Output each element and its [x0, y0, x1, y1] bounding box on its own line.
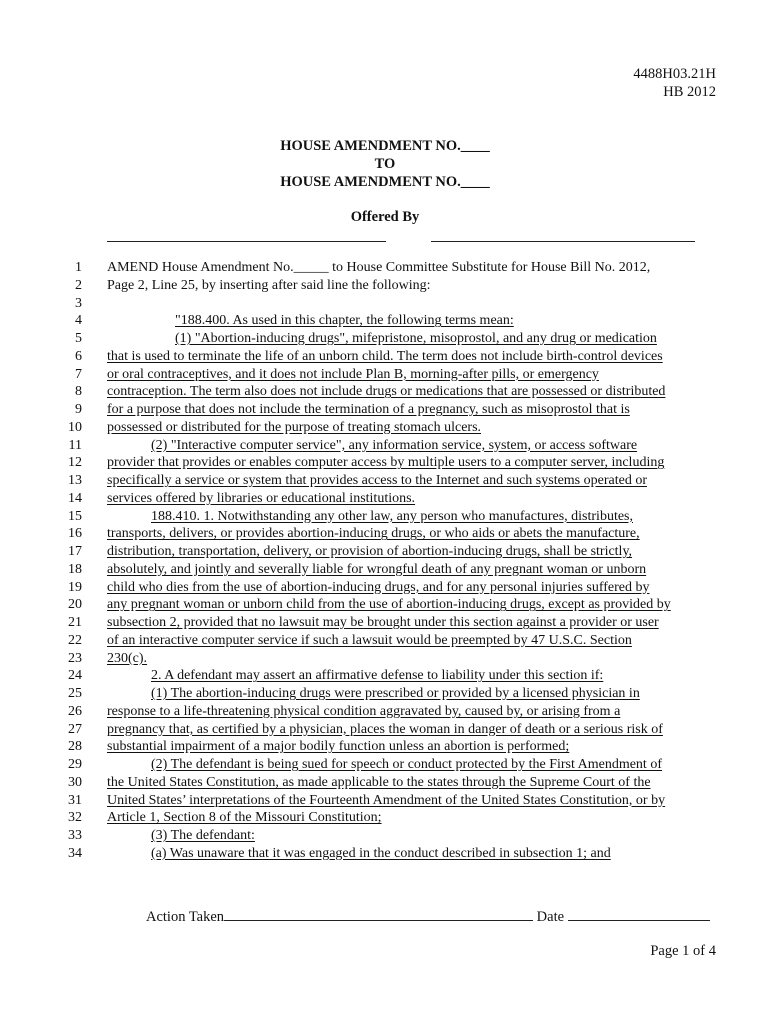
line-number: 32: [68, 810, 82, 826]
line-text: [107, 383, 716, 401]
text-line: [0, 703, 770, 721]
line-text-content: or oral contraceptives, and it does not include Plan B, morning-after pills, or emergency: [107, 366, 599, 382]
text-line: [0, 685, 770, 703]
line-text-content: contraception. The term also does not include drugs or medications that are possessed or distributed: [107, 384, 666, 400]
line-number: 27: [68, 721, 82, 737]
line-text: [107, 809, 716, 827]
date-label: Date: [536, 909, 565, 925]
line-number: 26: [68, 703, 82, 719]
line-text: [107, 792, 716, 810]
line-text-content: subsection 2, provided that no lawsuit may be brought under this section against a provider or user: [107, 615, 659, 630]
line-text-content: transports, delivers, or provides abortion-inducing drugs, or who aids or abets the manufacture,: [107, 526, 640, 542]
sponsor-signature-line-left: [107, 226, 386, 242]
line-text: [107, 348, 716, 366]
document-code: 4488H03.21H: [633, 66, 716, 82]
line-number: 23: [68, 650, 82, 666]
line-number: 2: [75, 277, 82, 293]
text-line: [0, 792, 770, 810]
line-number: 6: [75, 348, 82, 364]
text-line: [0, 738, 770, 756]
line-text: [151, 756, 716, 774]
line-text: [175, 312, 716, 330]
text-line: [0, 508, 770, 526]
text-line: [0, 472, 770, 490]
text-line: [0, 330, 770, 348]
text-line: [0, 383, 770, 401]
line-text: [107, 454, 716, 472]
line-text: [107, 596, 716, 614]
action-taken-row: [146, 906, 710, 926]
line-text-content: of an interactive computer service if such a lawsuit would be preempted by 47 U.S.C. Section: [107, 632, 632, 648]
line-text: [107, 614, 716, 632]
line-text-content: AMEND House Amendment No._____ to House Committee Substitute for House Bill No. 2012,: [107, 260, 651, 275]
text-line: [0, 721, 770, 739]
text-line: [0, 774, 770, 792]
line-number: 12: [68, 455, 82, 471]
line-number: 34: [68, 845, 82, 861]
line-text: [107, 774, 716, 792]
sponsor-signature-line-right: [431, 226, 695, 242]
line-number: 1: [75, 260, 82, 275]
date-field[interactable]: [568, 906, 710, 921]
line-number: 9: [75, 402, 82, 417]
line-text-content: absolutely, and jointly and severally liable for wrongful death of any pregnant woman or unborn: [107, 561, 647, 577]
line-number: 15: [68, 508, 82, 524]
text-line: [0, 543, 770, 561]
line-text: [107, 525, 716, 543]
line-text: [107, 366, 716, 384]
line-number: 19: [68, 579, 82, 595]
text-line: [0, 419, 770, 437]
line-number: 4: [75, 313, 82, 329]
line-text: [107, 419, 716, 437]
line-text: [107, 632, 716, 650]
line-text-content: "188.400. As used in this chapter, the following terms mean:: [175, 313, 514, 329]
text-line: [0, 845, 770, 863]
line-text: [151, 437, 716, 455]
line-text: [175, 330, 716, 348]
text-line: [0, 525, 770, 543]
line-text: [151, 827, 716, 845]
text-line: [0, 437, 770, 455]
text-line: [0, 827, 770, 845]
text-line: [0, 348, 770, 366]
text-line: [0, 295, 770, 313]
text-line: [0, 401, 770, 419]
line-number: 3: [75, 295, 82, 311]
line-text-content: that is used to terminate the life of an unborn child. The term does not include birth-control devices: [107, 348, 663, 364]
line-text-content: 188.410. 1. Notwithstanding any other law, any person who manufactures, distributes,: [151, 508, 634, 524]
bill-number: HB 2012: [663, 84, 716, 100]
line-text: [107, 259, 716, 277]
line-text: [151, 685, 716, 703]
line-text-content: 230(c).: [107, 650, 148, 666]
line-text-content: 2. A defendant may assert an affirmative defense to liability under this section if:: [151, 668, 604, 684]
line-text-content: (3) The defendant:: [151, 828, 255, 843]
line-number: 29: [68, 757, 82, 772]
line-text-content: Page 2, Line 25, by inserting after said line the following:: [107, 277, 431, 293]
line-number: 5: [75, 331, 82, 346]
line-number: 18: [68, 561, 82, 577]
line-number: 22: [68, 632, 82, 648]
amendment-title-line1: HOUSE AMENDMENT NO.____: [280, 138, 490, 154]
text-line: [0, 632, 770, 650]
line-text-content: (1) The abortion-inducing drugs were prescribed or provided by a licensed physician in: [151, 686, 640, 701]
line-text-content: pregnancy that, as certified by a physician, places the woman in danger of death or a serious risk of: [107, 721, 663, 737]
page-number: Page 1 of 4: [650, 943, 716, 959]
line-text-content: for a purpose that does not include the termination of a pregnancy, such as misoprostol that is: [107, 402, 630, 417]
line-text-content: response to a life-threatening physical condition aggravated by, caused by, or arising from a: [107, 703, 621, 719]
text-line: [0, 614, 770, 632]
line-text-content: (a) Was unaware that it was engaged in the conduct described in subsection 1; and: [151, 845, 611, 861]
text-line: [0, 454, 770, 472]
text-line: [0, 579, 770, 597]
line-number: 20: [68, 597, 82, 613]
action-taken-label: Action Taken: [146, 909, 225, 925]
line-text-content: provider that provides or enables computer access by multiple users to a computer server, including: [107, 455, 665, 471]
line-text-content: Article 1, Section 8 of the Missouri Constitution;: [107, 810, 382, 826]
line-number: 14: [68, 490, 82, 506]
line-number: 25: [68, 686, 82, 701]
text-line: [0, 561, 770, 579]
offered-by-label: Offered By: [350, 209, 420, 225]
amendment-text-lines: [0, 259, 770, 863]
line-text-content: (2) The defendant is being sued for speech or conduct protected by the First Amendment of: [151, 757, 662, 772]
line-text: [151, 845, 716, 863]
line-text: [107, 703, 716, 721]
line-number: 8: [75, 384, 82, 400]
line-text: [107, 277, 716, 295]
line-text: [107, 650, 716, 668]
line-text-content: child who dies from the use of abortion-inducing drugs, and for any personal injuries suffered by: [107, 579, 650, 595]
line-text-content: any pregnant woman or unborn child from the use of abortion-inducing drugs, except as provided by: [107, 597, 671, 613]
line-text: [151, 667, 716, 685]
text-line: [0, 596, 770, 614]
text-line: [0, 277, 770, 295]
line-text-content: specifically a service or system that provides access to the Internet and such systems operated or: [107, 473, 647, 488]
text-line: [0, 312, 770, 330]
amendment-title-line3: HOUSE AMENDMENT NO.____: [280, 174, 490, 190]
line-text: [107, 561, 716, 579]
text-line: [0, 490, 770, 508]
line-number: 10: [68, 419, 82, 435]
line-number: 30: [68, 774, 82, 790]
line-number: 24: [68, 668, 82, 684]
text-line: [0, 756, 770, 774]
line-text: [107, 579, 716, 597]
text-line: [0, 667, 770, 685]
text-line: [0, 809, 770, 827]
line-text-content: United States’ interpretations of the Fourteenth Amendment of the United States Constitution, or by: [107, 792, 666, 808]
line-number: 33: [68, 828, 82, 843]
line-text-content: substantial impairment of a major bodily function unless an abortion is performed;: [107, 739, 570, 755]
line-number: 21: [68, 615, 82, 630]
line-number: 31: [68, 792, 82, 808]
line-text-content: services offered by libraries or educational institutions.: [107, 490, 416, 506]
line-text-content: (1) "Abortion-inducing drugs", mifepristone, misoprostol, and any drug or medication: [175, 331, 657, 346]
line-text-content: (2) "Interactive computer service", any information service, system, or access software: [151, 437, 638, 453]
line-number: 28: [68, 739, 82, 755]
line-number: 16: [68, 526, 82, 542]
line-number: 11: [68, 437, 82, 453]
line-text: [107, 472, 716, 490]
line-text: [107, 401, 716, 419]
line-text: [151, 508, 716, 526]
line-text-content: possessed or distributed for the purpose of treating stomach ulcers.: [107, 419, 482, 435]
line-text: [107, 543, 716, 561]
line-number: 7: [75, 366, 82, 382]
text-line: [0, 259, 770, 277]
line-number: 13: [68, 473, 82, 488]
action-taken-field[interactable]: [224, 906, 533, 921]
amendment-title-line2: TO: [374, 156, 396, 172]
line-text-content: distribution, transportation, delivery, or provision of abortion-inducing drugs, shall be strictly,: [107, 544, 633, 559]
line-text-content: the United States Constitution, as made applicable to the states through the Supreme Court of the: [107, 774, 651, 790]
line-text: [107, 721, 716, 739]
line-number: 17: [68, 544, 82, 559]
text-line: [0, 650, 770, 668]
line-text: [107, 490, 716, 508]
text-line: [0, 366, 770, 384]
line-text: [107, 738, 716, 756]
